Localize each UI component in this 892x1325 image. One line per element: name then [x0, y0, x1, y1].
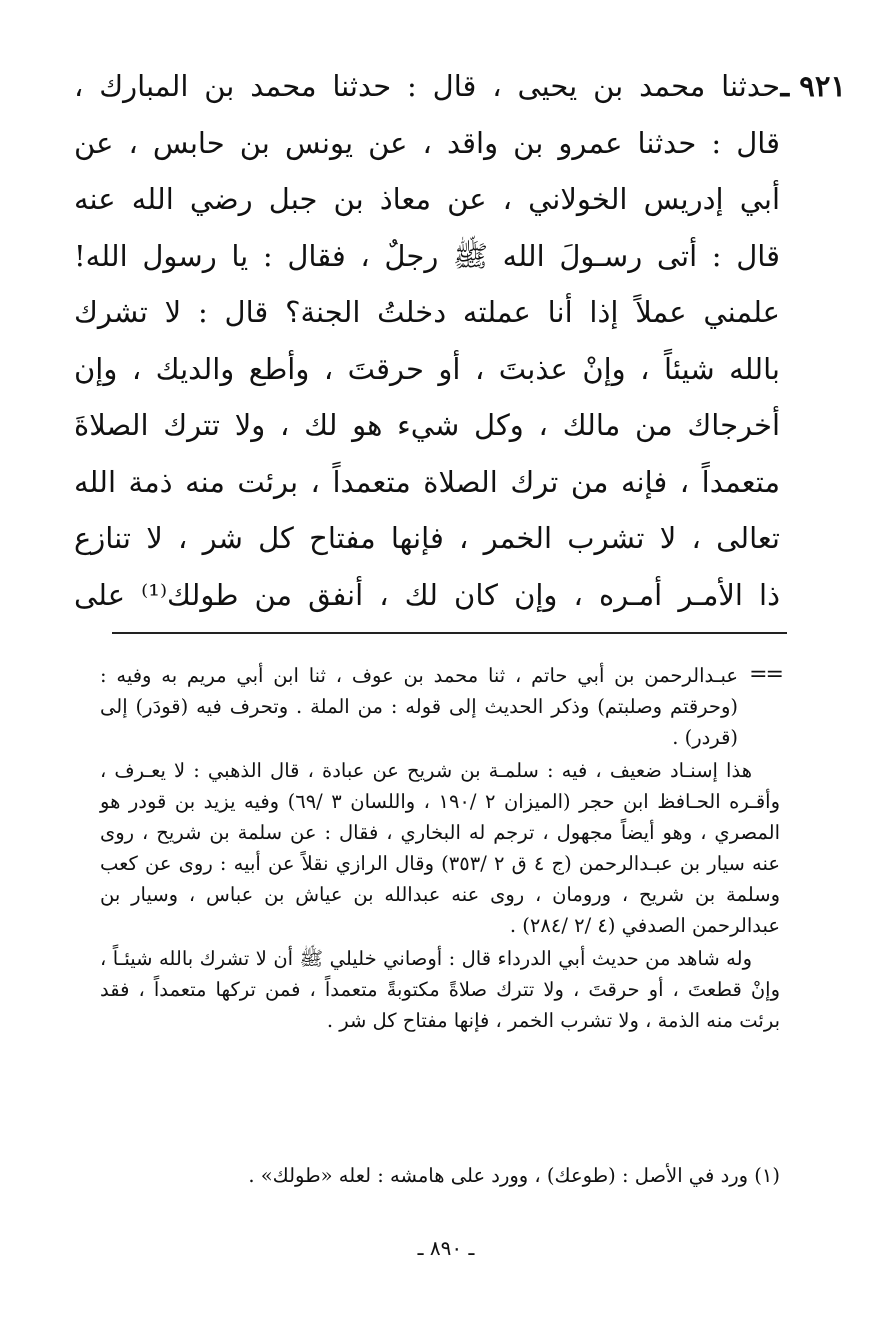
hadith-line: حدثنا محمد بن يحيى ، قال : حدثنا محمد بن المبارك ،	[74, 69, 780, 103]
hadith-line: قال : حدثنا عمرو بن واقد ، عن يونس بن حابس ، عن	[74, 125, 780, 160]
note-carry-over: عبـدالرحمن بن أبي حاتم ، ثنا محمد بن عوف ، ثنا ابن أبي مريم به وفيه : (وحرقتم وصلبتم) وذكر الحديث إلى قوله : من الملة . وتحرف فيه (قودَر) إلى (قردر) .	[100, 664, 738, 749]
hadith-line: أخرجاك من مالك ، وكل شيء هو لك ، ولا تترك الصلاةَ	[74, 408, 780, 442]
hadith-line: متعمداً ، فإنه من ترك الصلاة متعمداً ، برئت منه ذمة الله	[74, 464, 780, 499]
page-number: ـ ٨٩٠ ـ	[417, 1236, 475, 1260]
separator-rule	[112, 632, 787, 634]
hadith-line: علمني عملاً إذا أنا عملته دخلتُ الجنة؟ قال : لا تشرك	[74, 295, 780, 329]
hadith-line: أبي إدريس الخولاني ، عن معاذ بن جبل رضي الله عنه	[74, 182, 780, 216]
hadith-number: ٩٢١ ـ	[780, 69, 846, 103]
hadith-text	[74, 58, 780, 623]
hadith-line: قال : أتى رسـولَ الله ﷺ رجلٌ ، فقال : يا رسول الله!	[74, 238, 780, 273]
footnote-1: (١) ورد في الأصل : (طوعك) ، وورد على هامشه : لعله «طولك» .	[248, 1164, 780, 1187]
commentary-notes	[100, 660, 780, 1036]
note-isnad-analysis: هذا إسنـاد ضعيف ، فيه : سلمـة بن شريح عن عبادة ، قال الذهبي : لا يعـرف ، وأقـره الحـافظ ابن حجر (الميزان ٢ /١٩٠ ، واللسان ٣ /٦٩) وفيه يزيد بن قودر هو المصري ، وهو أيضاً مجهول ، ترجم له البخاري ، فقال : عن سلمة بن شريح ، روى عنه سيار بن عبـدالرحمن (ج ٤ ق ٢ /٣٥٣) وقال الرازي نقلاً عن أبيه : روى عن كعب وسلمة بن شريح ، ورومان ، روى عنه عبدالله بن عياش بن عباس ، وسيار بن عبدالرحمن الصدفي (٤ /٢ /٢٨٤) .	[100, 759, 781, 937]
hadith-line: ذا الأمـر أمـره ، وإن كان لك ، أنفق من طولك⁽¹⁾ على	[74, 577, 780, 612]
hadith-line: تعالى ، لا تشرب الخمر ، فإنها مفتاح كل شر ، لا تنازع	[74, 521, 780, 555]
note-supporting-hadith: وله شاهد من حديث أبي الدرداء قال : أوصاني خليلي ﷺ أن لا تشرك بالله شيئـاً ، وإنْ قطعتَ ، أو حرقتَ ، ولا تترك صلاةً مكتوبةً متعمداً ، فمن تركها متعمداً ، فقد برئت منه الذمة ، ولا تشرب الخمر ، فإنها مفتاح كل شر .	[100, 947, 780, 1032]
continuation-mark: ==	[749, 662, 782, 687]
hadith-line: بالله شيئاً ، وإنْ عذبتَ ، أو حرقتَ ، وأطع والديك ، وإن	[74, 351, 780, 386]
